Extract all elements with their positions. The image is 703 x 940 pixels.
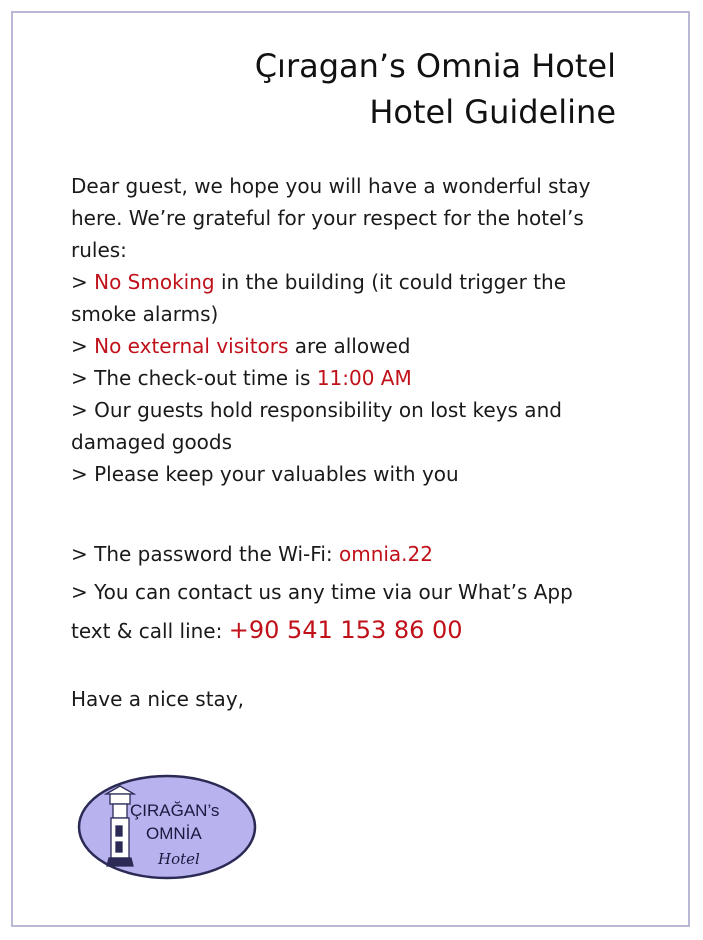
rule-checkout (71, 362, 631, 394)
logo-line-1: ÇIRAĞAN’s (130, 801, 220, 820)
wifi-label: > The password the Wi-Fi: (71, 542, 339, 566)
rule-suffix: are allowed (288, 334, 411, 358)
guideline-body (71, 170, 631, 715)
checkout-time: 11:00 AM (316, 366, 412, 390)
rule-suffix: in the building (it could trigger the smoke alarms) (71, 270, 566, 326)
contact-line-1: > You can contact us any time via our What’s App (71, 580, 573, 604)
rule-highlight: No Smoking (94, 270, 215, 294)
rule-highlight: No external visitors (94, 334, 289, 358)
rule-prefix: > (71, 270, 95, 294)
rule-valuables (71, 458, 631, 490)
rule-prefix: > (71, 334, 95, 358)
contact-line-2 (71, 614, 631, 647)
hotel-name: Çıragan’s Omnia Hotel (254, 47, 616, 85)
closing-text: Have a nice stay, (71, 687, 245, 711)
rule-no-visitors (71, 330, 631, 362)
wifi-password: omnia.22 (338, 542, 433, 566)
hotel-logo (76, 772, 258, 882)
spacer (71, 647, 631, 683)
rule-responsibility (71, 394, 631, 458)
intro-text: Dear guest, we hope you will have a wonderful stay here. We’re grateful for your respect for the hotel’s rules: (71, 174, 591, 262)
rule-no-smoking (71, 266, 631, 330)
wifi-line (71, 538, 631, 570)
guideline-heading: Hotel Guideline (369, 93, 616, 131)
phone-number: +90 541 153 86 00 (228, 616, 463, 644)
logo-line-2: OMNİA (146, 824, 202, 843)
rule-prefix: > The check-out time is (71, 366, 317, 390)
rule-text: > Our guests hold responsibility on lost keys and damaged goods (71, 398, 562, 454)
page-title (255, 43, 616, 135)
contact-label: text & call line: (71, 619, 229, 643)
logo-line-3: Hotel (158, 850, 200, 868)
rule-text: > Please keep your valuables with you (71, 462, 459, 486)
spacer (71, 490, 631, 538)
